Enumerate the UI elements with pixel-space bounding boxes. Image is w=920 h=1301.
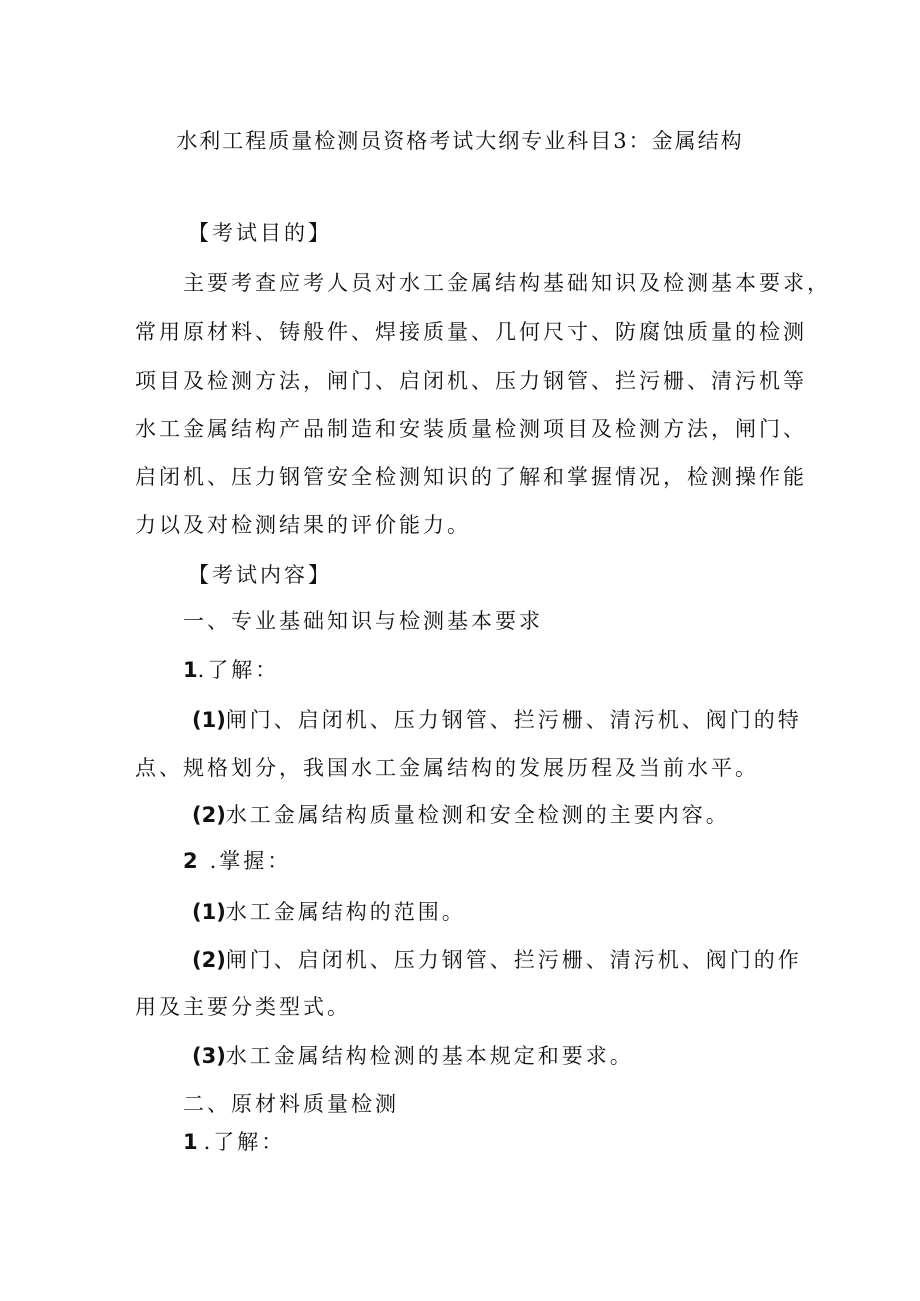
paragraph-line: 力以及对检测结果的评价能力。 — [135, 513, 471, 537]
subheading-number: 1 — [183, 658, 198, 682]
item-text: 水工金属结构质量检测和安全检测的主要内容。 — [225, 803, 730, 827]
item-number: (1) — [192, 708, 226, 732]
subheading-label: .掌握： — [209, 849, 292, 873]
subheading-understand — [183, 655, 279, 685]
paragraph-line: 项目及检测方法，闸门、启闭机、压力钢管、拦污栅、清污机等 — [135, 369, 807, 393]
part-heading: 二、原材料质量检测 — [183, 1092, 399, 1116]
subheading-label: .了解： — [197, 658, 280, 682]
list-item — [192, 945, 802, 975]
subheading-number: 2 — [183, 849, 198, 873]
list-item-continuation: 用及主要分类型式。 — [135, 995, 351, 1019]
document-title: 水利工程质量检测员资格考试大纲专业科目3：金属结构 — [176, 129, 744, 153]
item-number: (3) — [192, 1044, 226, 1068]
subheading-understand — [183, 1127, 285, 1157]
paragraph-line: 启闭机、压力钢管安全检测知识的了解和掌握情况，检测操作能 — [135, 465, 807, 489]
item-text: 闸门、启闭机、压力钢管、拦污栅、清污机、阀门的特 — [225, 708, 802, 732]
paragraph-line: 常用原材料、铸般件、焊接质量、几何尺寸、防腐蚀质量的检测 — [135, 320, 807, 344]
item-text: 水工金属结构检测的基本规定和要求。 — [225, 1044, 634, 1068]
item-number: (2) — [192, 803, 226, 827]
subheading-master — [183, 846, 291, 876]
item-text: 闸门、启闭机、压力钢管、拦污栅、清污机、阀门的作 — [225, 948, 802, 972]
subheading-number: 1 — [183, 1130, 198, 1154]
item-number: (1) — [192, 900, 226, 924]
list-item-continuation: 点、规格划分，我国水工金属结构的发展历程及当前水平。 — [135, 756, 759, 780]
part-heading: 一、专业基础知识与检测基本要求 — [183, 609, 543, 633]
item-number: (2) — [192, 948, 226, 972]
paragraph-line: 水工金属结构产品制造和安装质量检测项目及检测方法，闸门、 — [135, 417, 807, 441]
list-item — [192, 1041, 634, 1071]
subheading-label: .了解： — [203, 1130, 286, 1154]
list-item — [192, 800, 730, 830]
section-heading-content: 【考试内容】 — [188, 563, 332, 587]
paragraph-line: 主要考查应考人员对水工金属结构基础知识及检测基本要求， — [183, 271, 831, 295]
section-heading-purpose: 【考试目的】 — [188, 221, 332, 245]
item-text: 水工金属结构的范围。 — [225, 900, 466, 924]
list-item — [192, 897, 466, 927]
list-item — [192, 705, 802, 735]
